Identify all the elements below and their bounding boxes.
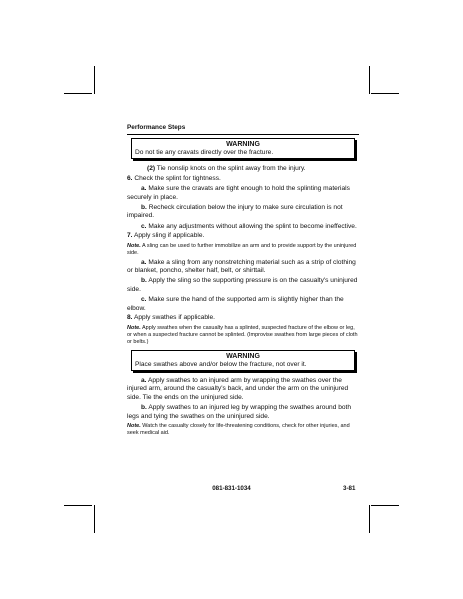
- substep-label: a.: [141, 376, 147, 384]
- substep: [127, 277, 359, 294]
- step-number: 8.: [127, 314, 133, 322]
- step-number: 6.: [127, 174, 133, 182]
- note-label: Note.: [127, 242, 141, 249]
- step-text: Check the splint for tightness.: [134, 174, 221, 182]
- substep: [127, 223, 359, 231]
- substep-label: b.: [141, 204, 147, 212]
- note: [127, 325, 359, 346]
- crop-mark: [369, 66, 370, 94]
- crop-mark: [371, 505, 399, 506]
- warning-text: Do not tie any cravats directly over the fracture.: [135, 149, 274, 156]
- crop-mark: [64, 93, 92, 94]
- warning-box: [131, 138, 355, 159]
- step-text: Apply swathes if applicable.: [133, 314, 215, 322]
- crop-mark: [64, 505, 92, 506]
- note: [127, 423, 359, 437]
- substep-text: Apply the sling so the supporting pressure is on the casualty's uninjured side.: [127, 277, 358, 293]
- step: [127, 314, 359, 322]
- step-number: 7.: [127, 232, 133, 240]
- section-header: Performance Steps: [127, 124, 186, 131]
- note-text: Apply swathes when the casualty has a splinted, suspected fracture of the elbow or leg, or when a suspected fracture cannot be splinted. (Improvise swathes from large pieces of cloth or belts.): [127, 324, 358, 345]
- substep: [127, 204, 359, 221]
- note-label: Note.: [127, 324, 141, 331]
- note: [127, 243, 359, 257]
- crop-mark: [94, 66, 95, 94]
- warning-title: WARNING: [226, 352, 260, 360]
- substep-label: b.: [141, 404, 147, 412]
- note-label: Note.: [127, 422, 141, 429]
- document-number: 081-831-1034: [212, 485, 251, 492]
- substep-text: Make a sling from any nonstretching material such as a strip of clothing or blanket, poncho, shelter half, belt, or shirttail.: [127, 258, 356, 275]
- substep-text: Make sure the cravats are tight enough to hold the splinting materials securely in place.: [127, 185, 350, 201]
- substep: [127, 165, 359, 173]
- warning-box: [131, 350, 355, 371]
- warning-text: Place swathes above and/or below the fracture, not over it.: [135, 360, 307, 368]
- substep: [127, 259, 359, 276]
- substep-label: a.: [141, 185, 147, 193]
- substep-text: Tie nonslip knots on the splint away from the injury.: [156, 165, 306, 173]
- substep-text: Make sure the hand of the supported arm is slightly higher than the elbow.: [127, 296, 344, 312]
- crop-mark: [369, 505, 370, 533]
- substep-label: c.: [141, 296, 147, 304]
- note-text: A sling can be used to further immobilize an arm and to provide support by the uninjured side.: [127, 242, 357, 256]
- step-text: Apply sling if applicable.: [133, 232, 205, 240]
- warning-title: WARNING: [226, 141, 260, 148]
- document-body: [127, 138, 359, 437]
- note-text: Watch the casualty closely for life-threatening conditions, check for other injuries, and seek medical aid.: [127, 422, 350, 436]
- substep: [127, 296, 359, 313]
- substep-label: b.: [141, 277, 147, 285]
- substep-label: c.: [141, 222, 147, 230]
- substep: [127, 185, 359, 202]
- crop-mark: [94, 505, 95, 533]
- header-rule: [127, 134, 359, 135]
- crop-mark: [371, 93, 399, 94]
- substep-label: a.: [141, 258, 147, 266]
- step: [127, 175, 359, 183]
- substep-text: Make any adjustments without allowing the splint to become ineffective.: [148, 222, 357, 230]
- step: [127, 232, 359, 240]
- substep: [127, 404, 359, 421]
- page-number: 3-81: [343, 485, 356, 492]
- substep-text: Apply swathes to an injured leg by wrapping the swathes around both legs and tying the swathes on the uninjured side.: [127, 404, 352, 420]
- substep: [127, 377, 359, 402]
- substep-label: (2): [147, 165, 156, 173]
- substep-text: Recheck circulation below the injury to make sure circulation is not impaired.: [127, 204, 343, 220]
- substep-text: Apply swathes to an injured arm by wrapping the swathes over the injured arm, around the casualty's back, and under the arm on the uninjured side. Tie the ends on the uninjured side.: [127, 376, 349, 401]
